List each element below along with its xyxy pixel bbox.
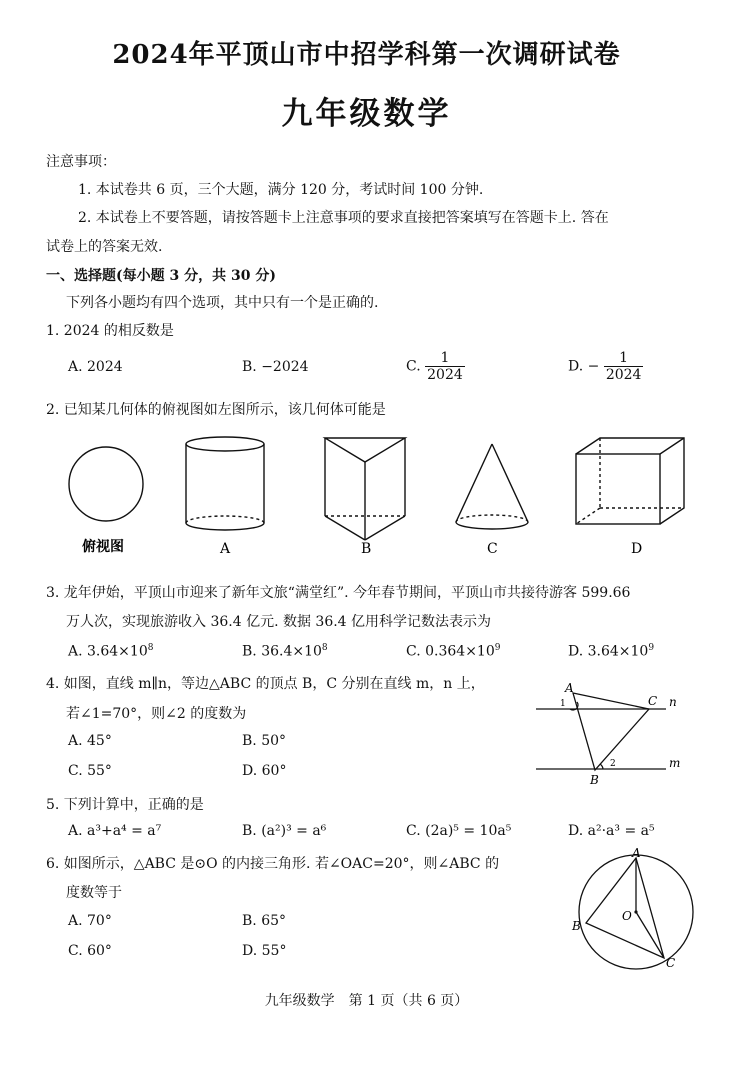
q3-option-a-exponent: 8: [147, 643, 154, 653]
q3-stem-line-2: 万人次，实现旅游收入 36.4 亿元. 数据 36.4 亿用科学记数法表示为: [66, 614, 492, 630]
q4-label-C: C: [648, 694, 658, 708]
notice-item-2-line-1: 2. 本试卷上不要答题，请按答题卡上注意事项的要求直接把答案填写在答题卡上. 答在: [78, 210, 609, 226]
q3-option-d-base: D. 3.64×10: [568, 643, 649, 660]
q6-label-O: O: [622, 909, 632, 923]
q6-option-b: B. 65°: [242, 913, 287, 929]
q5-option-a: A. a³+a⁴ = a⁷: [68, 823, 162, 839]
q3-option-c: [406, 643, 500, 660]
q2-prism-figure: [325, 438, 405, 540]
q1-option-b: B. −2024: [242, 359, 309, 375]
q1-option-d: [568, 350, 643, 383]
page-footer: 九年级数学 第 1 页（共 6 页）: [264, 993, 469, 1009]
section-1-instruction: 下列各小题均有四个选项，其中只有一个是正确的.: [66, 295, 379, 311]
q3-option-b-base: B. 36.4×10: [242, 643, 322, 660]
q3-option-c-exponent: 9: [494, 643, 501, 653]
q1-option-c-numerator: 1: [425, 350, 465, 367]
q5-option-d: D. a²·a³ = a⁵: [568, 823, 655, 839]
q4-stem-line-1: 4. 如图，直线 m∥n，等边△ABC 的顶点 B，C 分别在直线 m，n 上，: [46, 676, 485, 692]
q2-topview-circle: [69, 447, 143, 521]
q3-option-b: [242, 643, 328, 660]
q1-stem: 1. 2024 的相反数是: [46, 323, 174, 339]
q1-option-d-numerator: 1: [604, 350, 644, 367]
q6-stem-line-2: 度数等于: [66, 885, 122, 901]
q6-label-A: A: [632, 846, 641, 860]
q4-figure: [528, 676, 698, 792]
q2-cone-figure: [456, 444, 528, 529]
q6-center-dot: [634, 910, 637, 913]
q5-option-b: B. (a²)³ = a⁶: [242, 823, 327, 839]
q4-option-d: D. 60°: [242, 763, 287, 779]
q3-option-b-exponent: 8: [321, 643, 328, 653]
q4-option-b: B. 50°: [242, 733, 287, 749]
notice-item-2-line-2: 试卷上的答案无效.: [46, 239, 163, 255]
q1-option-c-denominator: 2024: [427, 367, 463, 383]
q2-stem: 2. 已知某几何体的俯视图如左图所示，该几何体可能是: [46, 402, 386, 418]
q2-label-c: C: [487, 541, 498, 557]
section-1-heading: 一、选择题(每小题 3 分，共 30 分): [46, 268, 276, 284]
q4-label-m: m: [669, 756, 681, 770]
q2-label-a: A: [220, 541, 231, 557]
q2-cylinder-figure: [186, 437, 264, 530]
q4-angle-2-arc: [600, 764, 603, 769]
q1-option-d-label: D. −: [568, 358, 600, 375]
q1-option-c-label: C.: [406, 358, 421, 375]
q6-option-a: A. 70°: [68, 913, 112, 929]
q2-label-d: D: [631, 541, 643, 557]
q2-figures: [0, 430, 733, 570]
q2-label-b: B: [361, 541, 372, 557]
q4-option-a: A. 45°: [68, 733, 112, 749]
q1-option-d-denominator: 2024: [605, 367, 642, 383]
q1-option-a: A. 2024: [68, 359, 123, 375]
q4-label-B: B: [590, 773, 599, 787]
q2-label-topview: 俯视图: [82, 539, 124, 555]
q6-option-d: D. 55°: [242, 943, 287, 959]
q6-label-C: C: [666, 956, 676, 970]
q4-option-c: C. 55°: [68, 763, 112, 779]
q3-option-d: [568, 643, 654, 660]
exam-title: 2024年平顶山市中招学科第一次调研试卷: [112, 40, 621, 70]
q2-cuboid-figure: [576, 438, 684, 524]
q1-option-c-fraction: [425, 350, 465, 383]
q4-label-n: n: [669, 695, 677, 709]
q5-stem: 5. 下列计算中，正确的是: [46, 797, 204, 813]
q3-option-d-exponent: 9: [648, 643, 655, 653]
q4-stem-line-2: 若∠1=70°，则∠2 的度数为: [66, 706, 247, 722]
q4-label-1: 1: [560, 699, 566, 709]
q3-option-a-base: A. 3.64×10: [68, 643, 148, 660]
exam-subtitle: 九年级数学: [281, 96, 452, 132]
q1-option-d-fraction: [604, 350, 644, 383]
q4-label-2: 2: [610, 759, 616, 769]
q3-option-c-base: C. 0.364×10: [406, 643, 495, 660]
q1-option-c: [406, 350, 465, 383]
q6-triangle: [586, 858, 664, 958]
q3-option-a: [68, 643, 153, 660]
q4-label-A: A: [565, 681, 574, 695]
notice-item-1: 1. 本试卷共 6 页，三个大题，满分 120 分，考试时间 100 分钟.: [78, 182, 484, 198]
q6-stem-line-1: 6. 如图所示，△ABC 是⊙O 的内接三角形. 若∠OAC=20°，则∠ABC 的: [46, 856, 500, 872]
q3-stem-line-1: 3. 龙年伊始，平顶山市迎来了新年文旅“满堂红”. 今年春节期间，平顶山市共接待游客 599.66: [46, 585, 631, 601]
q6-label-B: B: [572, 919, 581, 933]
q6-figure: [566, 846, 716, 972]
q6-option-c: C. 60°: [68, 943, 112, 959]
notice-heading: 注意事项：: [46, 154, 116, 170]
q5-option-c: C. (2a)⁵ = 10a⁵: [406, 823, 512, 839]
